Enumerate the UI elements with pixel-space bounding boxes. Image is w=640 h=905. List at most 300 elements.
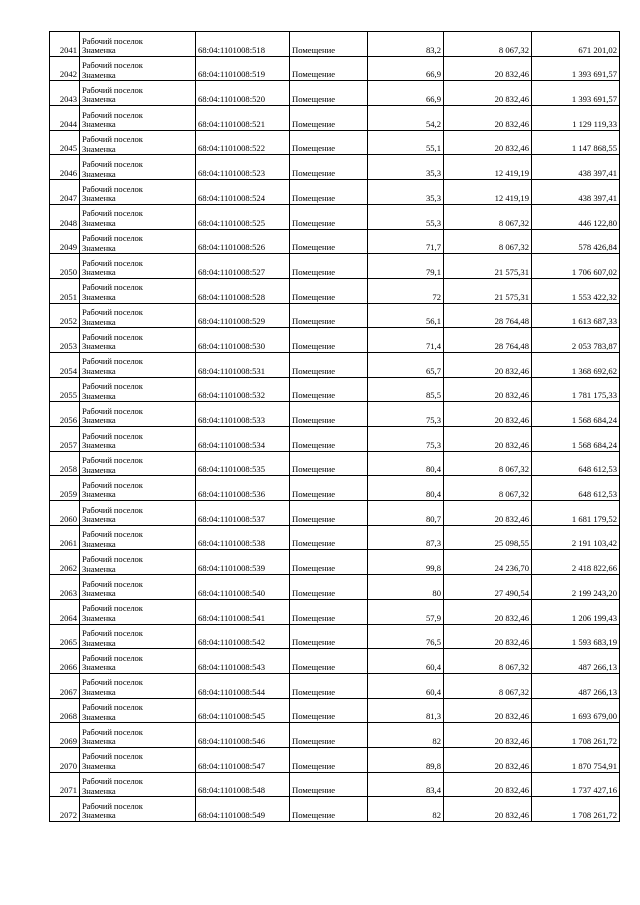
row-number-cell: 2050 bbox=[50, 254, 80, 279]
locality-cell bbox=[80, 229, 196, 254]
locality-line-1: Рабочий поселок bbox=[82, 60, 143, 71]
cadastral-value-cell: 487 266,13 bbox=[532, 649, 620, 674]
unit-price-cell: 8 067,32 bbox=[444, 451, 532, 476]
table-row bbox=[50, 624, 620, 649]
locality-cell bbox=[80, 698, 196, 723]
locality-line-1: Рабочий поселок bbox=[82, 307, 143, 318]
table-row bbox=[50, 377, 620, 402]
locality-line-2: Знаменка bbox=[82, 291, 116, 302]
locality-cell bbox=[80, 673, 196, 698]
cadastral-number-cell: 68:04:1101008:541 bbox=[196, 599, 290, 624]
row-number-cell: 2069 bbox=[50, 723, 80, 748]
cadastral-number-cell: 68:04:1101008:549 bbox=[196, 797, 290, 822]
row-number-cell: 2048 bbox=[50, 204, 80, 229]
area-cell: 83,4 bbox=[368, 772, 444, 797]
locality-line-1: Рабочий поселок bbox=[82, 677, 143, 688]
locality-cell bbox=[80, 723, 196, 748]
cadastral-value-cell: 2 418 822,66 bbox=[532, 550, 620, 575]
row-number-cell: 2070 bbox=[50, 747, 80, 772]
locality-cell bbox=[80, 204, 196, 229]
unit-price-cell: 8 067,32 bbox=[444, 673, 532, 698]
locality-line-2: Знаменка bbox=[82, 415, 116, 426]
locality-cell bbox=[80, 624, 196, 649]
row-number-cell: 2063 bbox=[50, 575, 80, 600]
area-cell: 72 bbox=[368, 278, 444, 303]
cadastral-number-cell: 68:04:1101008:535 bbox=[196, 451, 290, 476]
locality-cell bbox=[80, 797, 196, 822]
table-row bbox=[50, 797, 620, 822]
cadastral-number-cell: 68:04:1101008:523 bbox=[196, 155, 290, 180]
table-row bbox=[50, 180, 620, 205]
object-type-cell: Помещение bbox=[290, 624, 368, 649]
locality-cell bbox=[80, 32, 196, 57]
area-cell: 87,3 bbox=[368, 525, 444, 550]
locality-line-2: Знаменка bbox=[82, 440, 116, 451]
row-number-cell: 2067 bbox=[50, 673, 80, 698]
object-type-cell: Помещение bbox=[290, 575, 368, 600]
object-type-cell: Помещение bbox=[290, 278, 368, 303]
locality-line-2: Знаменка bbox=[82, 45, 116, 56]
locality-line-1: Рабочий поселок bbox=[82, 751, 143, 762]
cadastral-number-cell: 68:04:1101008:520 bbox=[196, 81, 290, 106]
locality-line-1: Рабочий поселок bbox=[82, 603, 143, 614]
area-cell: 80,4 bbox=[368, 476, 444, 501]
cadastral-number-cell: 68:04:1101008:519 bbox=[196, 56, 290, 81]
unit-price-cell: 8 067,32 bbox=[444, 476, 532, 501]
area-cell: 75,3 bbox=[368, 402, 444, 427]
area-cell: 79,1 bbox=[368, 254, 444, 279]
row-number-cell: 2062 bbox=[50, 550, 80, 575]
object-type-cell: Помещение bbox=[290, 81, 368, 106]
object-type-cell: Помещение bbox=[290, 254, 368, 279]
locality-line-1: Рабочий поселок bbox=[82, 356, 143, 367]
locality-cell bbox=[80, 525, 196, 550]
locality-line-1: Рабочий поселок bbox=[82, 35, 143, 46]
area-cell: 75,3 bbox=[368, 427, 444, 452]
cadastral-value-cell: 1 613 687,33 bbox=[532, 303, 620, 328]
locality-line-2: Знаменка bbox=[82, 341, 116, 352]
cadastral-number-cell: 68:04:1101008:527 bbox=[196, 254, 290, 279]
locality-line-2: Знаменка bbox=[82, 267, 116, 278]
locality-line-1: Рабочий поселок bbox=[82, 800, 143, 811]
area-cell: 35,3 bbox=[368, 180, 444, 205]
locality-line-1: Рабочий поселок bbox=[82, 726, 143, 737]
locality-line-1: Рабочий поселок bbox=[82, 405, 143, 416]
locality-cell bbox=[80, 772, 196, 797]
unit-price-cell: 8 067,32 bbox=[444, 649, 532, 674]
cadastral-number-cell: 68:04:1101008:548 bbox=[196, 772, 290, 797]
object-type-cell: Помещение bbox=[290, 550, 368, 575]
unit-price-cell: 21 575,31 bbox=[444, 278, 532, 303]
unit-price-cell: 20 832,46 bbox=[444, 747, 532, 772]
object-type-cell: Помещение bbox=[290, 501, 368, 526]
cadastral-value-cell: 1 681 179,52 bbox=[532, 501, 620, 526]
cadastral-value-cell: 1 368 692,62 bbox=[532, 352, 620, 377]
area-cell: 60,4 bbox=[368, 673, 444, 698]
locality-line-2: Знаменка bbox=[82, 711, 116, 722]
cadastral-number-cell: 68:04:1101008:543 bbox=[196, 649, 290, 674]
locality-line-2: Знаменка bbox=[82, 464, 116, 475]
locality-line-2: Знаменка bbox=[82, 785, 116, 796]
locality-line-1: Рабочий поселок bbox=[82, 233, 143, 243]
cadastral-number-cell: 68:04:1101008:536 bbox=[196, 476, 290, 501]
cadastral-number-cell: 68:04:1101008:537 bbox=[196, 501, 290, 526]
cadastral-value-cell: 438 397,41 bbox=[532, 155, 620, 180]
cadastral-value-cell: 671 201,02 bbox=[532, 32, 620, 57]
locality-cell bbox=[80, 254, 196, 279]
object-type-cell: Помещение bbox=[290, 649, 368, 674]
cadastral-number-cell: 68:04:1101008:522 bbox=[196, 130, 290, 155]
cadastral-number-cell: 68:04:1101008:538 bbox=[196, 525, 290, 550]
table-row bbox=[50, 772, 620, 797]
cadastral-value-cell: 2 053 783,87 bbox=[532, 328, 620, 353]
area-cell: 66,9 bbox=[368, 56, 444, 81]
cadastral-value-cell: 648 612,53 bbox=[532, 476, 620, 501]
area-cell: 81,3 bbox=[368, 698, 444, 723]
row-number-cell: 2054 bbox=[50, 352, 80, 377]
area-cell: 57,9 bbox=[368, 599, 444, 624]
cadastral-number-cell: 68:04:1101008:546 bbox=[196, 723, 290, 748]
unit-price-cell: 20 832,46 bbox=[444, 624, 532, 649]
cadastral-number-cell: 68:04:1101008:532 bbox=[196, 377, 290, 402]
locality-line-1: Рабочий поселок bbox=[82, 430, 143, 441]
locality-line-2: Знаменка bbox=[82, 143, 116, 154]
cadastral-number-cell: 68:04:1101008:525 bbox=[196, 204, 290, 229]
cadastral-value-cell: 1 708 261,72 bbox=[532, 797, 620, 822]
area-cell: 65,7 bbox=[368, 352, 444, 377]
row-number-cell: 2052 bbox=[50, 303, 80, 328]
locality-line-2: Знаменка bbox=[82, 94, 116, 105]
cadastral-value-cell: 1 206 199,43 bbox=[532, 599, 620, 624]
unit-price-cell: 8 067,32 bbox=[444, 204, 532, 229]
unit-price-cell: 24 236,70 bbox=[444, 550, 532, 575]
table-row bbox=[50, 550, 620, 575]
locality-cell bbox=[80, 56, 196, 81]
locality-line-2: Знаменка bbox=[82, 662, 116, 673]
unit-price-cell: 20 832,46 bbox=[444, 772, 532, 797]
locality-cell bbox=[80, 747, 196, 772]
unit-price-cell: 20 832,46 bbox=[444, 352, 532, 377]
property-table bbox=[49, 31, 620, 822]
object-type-cell: Помещение bbox=[290, 56, 368, 81]
table-row bbox=[50, 599, 620, 624]
locality-line-2: Знаменка bbox=[82, 390, 116, 401]
table-row bbox=[50, 501, 620, 526]
cadastral-number-cell: 68:04:1101008:545 bbox=[196, 698, 290, 723]
object-type-cell: Помещение bbox=[290, 130, 368, 155]
unit-price-cell: 20 832,46 bbox=[444, 599, 532, 624]
locality-line-2: Знаменка bbox=[82, 242, 116, 253]
unit-price-cell: 21 575,31 bbox=[444, 254, 532, 279]
area-cell: 54,2 bbox=[368, 106, 444, 131]
unit-price-cell: 20 832,46 bbox=[444, 377, 532, 402]
area-cell: 80,7 bbox=[368, 501, 444, 526]
cadastral-number-cell: 68:04:1101008:521 bbox=[196, 106, 290, 131]
area-cell: 55,3 bbox=[368, 204, 444, 229]
unit-price-cell: 20 832,46 bbox=[444, 501, 532, 526]
unit-price-cell: 8 067,32 bbox=[444, 32, 532, 57]
cadastral-value-cell: 1 568 684,24 bbox=[532, 402, 620, 427]
area-cell: 71,7 bbox=[368, 229, 444, 254]
object-type-cell: Помещение bbox=[290, 747, 368, 772]
locality-line-1: Рабочий поселок bbox=[82, 652, 143, 663]
cadastral-number-cell: 68:04:1101008:528 bbox=[196, 278, 290, 303]
cadastral-number-cell: 68:04:1101008:524 bbox=[196, 180, 290, 205]
cadastral-number-cell: 68:04:1101008:533 bbox=[196, 402, 290, 427]
table-row bbox=[50, 155, 620, 180]
row-number-cell: 2044 bbox=[50, 106, 80, 131]
locality-line-1: Рабочий поселок bbox=[82, 109, 143, 120]
area-cell: 82 bbox=[368, 797, 444, 822]
cadastral-value-cell: 1 393 691,57 bbox=[532, 81, 620, 106]
row-number-cell: 2061 bbox=[50, 525, 80, 550]
locality-cell bbox=[80, 303, 196, 328]
cadastral-value-cell: 1 737 427,16 bbox=[532, 772, 620, 797]
object-type-cell: Помещение bbox=[290, 723, 368, 748]
locality-cell bbox=[80, 130, 196, 155]
cadastral-number-cell: 68:04:1101008:539 bbox=[196, 550, 290, 575]
locality-cell bbox=[80, 501, 196, 526]
table-row bbox=[50, 254, 620, 279]
row-number-cell: 2065 bbox=[50, 624, 80, 649]
locality-cell bbox=[80, 155, 196, 180]
table-row bbox=[50, 451, 620, 476]
locality-line-2: Знаменка bbox=[82, 366, 116, 377]
row-number-cell: 2072 bbox=[50, 797, 80, 822]
area-cell: 66,9 bbox=[368, 81, 444, 106]
object-type-cell: Помещение bbox=[290, 155, 368, 180]
cadastral-value-cell: 1 706 607,02 bbox=[532, 254, 620, 279]
locality-line-2: Знаменка bbox=[82, 168, 116, 179]
row-number-cell: 2057 bbox=[50, 427, 80, 452]
unit-price-cell: 8 067,32 bbox=[444, 229, 532, 254]
locality-cell bbox=[80, 328, 196, 353]
object-type-cell: Помещение bbox=[290, 402, 368, 427]
row-number-cell: 2060 bbox=[50, 501, 80, 526]
unit-price-cell: 12 419,19 bbox=[444, 180, 532, 205]
area-cell: 89,8 bbox=[368, 747, 444, 772]
table-row bbox=[50, 229, 620, 254]
locality-line-1: Рабочий поселок bbox=[82, 158, 143, 169]
locality-line-1: Рабочий поселок bbox=[82, 208, 143, 219]
object-type-cell: Помещение bbox=[290, 476, 368, 501]
locality-line-2: Знаменка bbox=[82, 761, 116, 772]
unit-price-cell: 28 764,48 bbox=[444, 303, 532, 328]
object-type-cell: Помещение bbox=[290, 352, 368, 377]
cadastral-value-cell: 1 553 422,32 bbox=[532, 278, 620, 303]
row-number-cell: 2053 bbox=[50, 328, 80, 353]
cadastral-value-cell: 1 593 683,19 bbox=[532, 624, 620, 649]
object-type-cell: Помещение bbox=[290, 797, 368, 822]
table-row bbox=[50, 747, 620, 772]
table-row bbox=[50, 575, 620, 600]
locality-line-1: Рабочий поселок bbox=[82, 183, 143, 194]
locality-line-1: Рабочий поселок bbox=[82, 504, 143, 515]
row-number-cell: 2049 bbox=[50, 229, 80, 254]
unit-price-cell: 25 098,55 bbox=[444, 525, 532, 550]
cadastral-value-cell: 1 708 261,72 bbox=[532, 723, 620, 748]
cadastral-number-cell: 68:04:1101008:531 bbox=[196, 352, 290, 377]
unit-price-cell: 12 419,19 bbox=[444, 155, 532, 180]
cadastral-number-cell: 68:04:1101008:540 bbox=[196, 575, 290, 600]
locality-line-2: Знаменка bbox=[82, 538, 116, 549]
cadastral-value-cell: 648 612,53 bbox=[532, 451, 620, 476]
row-number-cell: 2056 bbox=[50, 402, 80, 427]
locality-line-1: Рабочий поселок bbox=[82, 257, 143, 268]
unit-price-cell: 20 832,46 bbox=[444, 106, 532, 131]
area-cell: 76,5 bbox=[368, 624, 444, 649]
object-type-cell: Помещение bbox=[290, 698, 368, 723]
area-cell: 60,4 bbox=[368, 649, 444, 674]
area-cell: 55,1 bbox=[368, 130, 444, 155]
row-number-cell: 2068 bbox=[50, 698, 80, 723]
locality-cell bbox=[80, 476, 196, 501]
cadastral-number-cell: 68:04:1101008:542 bbox=[196, 624, 290, 649]
area-cell: 35,3 bbox=[368, 155, 444, 180]
unit-price-cell: 20 832,46 bbox=[444, 402, 532, 427]
cadastral-number-cell: 68:04:1101008:534 bbox=[196, 427, 290, 452]
area-cell: 83,2 bbox=[368, 32, 444, 57]
table-row bbox=[50, 402, 620, 427]
object-type-cell: Помещение bbox=[290, 328, 368, 353]
locality-line-2: Знаменка bbox=[82, 489, 116, 500]
locality-line-2: Знаменка bbox=[82, 119, 116, 130]
object-type-cell: Помещение bbox=[290, 599, 368, 624]
locality-cell bbox=[80, 599, 196, 624]
area-cell: 80 bbox=[368, 575, 444, 600]
cadastral-number-cell: 68:04:1101008:547 bbox=[196, 747, 290, 772]
cadastral-number-cell: 68:04:1101008:526 bbox=[196, 229, 290, 254]
cadastral-value-cell: 487 266,13 bbox=[532, 673, 620, 698]
locality-line-1: Рабочий поселок bbox=[82, 455, 143, 466]
row-number-cell: 2042 bbox=[50, 56, 80, 81]
area-cell: 99,8 bbox=[368, 550, 444, 575]
locality-line-1: Рабочий поселок bbox=[82, 331, 143, 342]
locality-line-2: Знаменка bbox=[82, 637, 116, 648]
locality-line-1: Рабочий поселок bbox=[82, 84, 143, 95]
table-row bbox=[50, 352, 620, 377]
cadastral-number-cell: 68:04:1101008:544 bbox=[196, 673, 290, 698]
table-row bbox=[50, 56, 620, 81]
locality-line-2: Знаменка bbox=[82, 316, 116, 327]
area-cell: 82 bbox=[368, 723, 444, 748]
row-number-cell: 2047 bbox=[50, 180, 80, 205]
cadastral-value-cell: 1 393 691,57 bbox=[532, 56, 620, 81]
table-row bbox=[50, 525, 620, 550]
area-cell: 71,4 bbox=[368, 328, 444, 353]
locality-line-1: Рабочий поселок bbox=[82, 282, 143, 293]
unit-price-cell: 27 490,54 bbox=[444, 575, 532, 600]
row-number-cell: 2043 bbox=[50, 81, 80, 106]
locality-cell bbox=[80, 81, 196, 106]
cadastral-value-cell: 1 568 684,24 bbox=[532, 427, 620, 452]
cadastral-number-cell: 68:04:1101008:529 bbox=[196, 303, 290, 328]
object-type-cell: Помещение bbox=[290, 303, 368, 328]
locality-line-1: Рабочий поселок bbox=[82, 628, 143, 638]
table-row bbox=[50, 204, 620, 229]
locality-line-2: Знаменка bbox=[82, 217, 116, 228]
locality-cell bbox=[80, 278, 196, 303]
object-type-cell: Помещение bbox=[290, 106, 368, 131]
row-number-cell: 2055 bbox=[50, 377, 80, 402]
table-row bbox=[50, 476, 620, 501]
locality-cell bbox=[80, 106, 196, 131]
locality-cell bbox=[80, 352, 196, 377]
table-row bbox=[50, 698, 620, 723]
table-row bbox=[50, 278, 620, 303]
table-row bbox=[50, 106, 620, 131]
row-number-cell: 2058 bbox=[50, 451, 80, 476]
object-type-cell: Помещение bbox=[290, 451, 368, 476]
locality-line-2: Знаменка bbox=[82, 193, 116, 204]
locality-line-2: Знаменка bbox=[82, 69, 116, 80]
locality-cell bbox=[80, 550, 196, 575]
locality-cell bbox=[80, 427, 196, 452]
locality-line-1: Рабочий поселок bbox=[82, 479, 143, 490]
unit-price-cell: 20 832,46 bbox=[444, 427, 532, 452]
locality-line-2: Знаменка bbox=[82, 612, 116, 623]
unit-price-cell: 20 832,46 bbox=[444, 723, 532, 748]
locality-cell bbox=[80, 451, 196, 476]
object-type-cell: Помещение bbox=[290, 32, 368, 57]
cadastral-number-cell: 68:04:1101008:518 bbox=[196, 32, 290, 57]
locality-line-2: Знаменка bbox=[82, 588, 116, 599]
locality-cell bbox=[80, 180, 196, 205]
locality-line-2: Знаменка bbox=[82, 563, 116, 574]
row-number-cell: 2046 bbox=[50, 155, 80, 180]
table-row bbox=[50, 81, 620, 106]
row-number-cell: 2045 bbox=[50, 130, 80, 155]
cadastral-value-cell: 1 870 754,91 bbox=[532, 747, 620, 772]
cadastral-number-cell: 68:04:1101008:530 bbox=[196, 328, 290, 353]
unit-price-cell: 20 832,46 bbox=[444, 130, 532, 155]
table-row bbox=[50, 32, 620, 57]
cadastral-value-cell: 1 693 679,00 bbox=[532, 698, 620, 723]
locality-line-1: Рабочий поселок bbox=[82, 776, 143, 787]
locality-cell bbox=[80, 575, 196, 600]
locality-line-1: Рабочий поселок bbox=[82, 702, 143, 713]
row-number-cell: 2066 bbox=[50, 649, 80, 674]
locality-line-1: Рабочий поселок bbox=[82, 134, 143, 145]
row-number-cell: 2064 bbox=[50, 599, 80, 624]
cadastral-value-cell: 1 147 868,55 bbox=[532, 130, 620, 155]
row-number-cell: 2071 bbox=[50, 772, 80, 797]
locality-line-1: Рабочий поселок bbox=[82, 578, 143, 589]
locality-cell bbox=[80, 402, 196, 427]
locality-line-1: Рабочий поселок bbox=[82, 529, 143, 540]
table-row bbox=[50, 303, 620, 328]
table-row bbox=[50, 649, 620, 674]
cadastral-value-cell: 1 129 119,33 bbox=[532, 106, 620, 131]
locality-line-2: Знаменка bbox=[82, 736, 116, 747]
locality-line-2: Знаменка bbox=[82, 514, 116, 525]
row-number-cell: 2051 bbox=[50, 278, 80, 303]
area-cell: 85,5 bbox=[368, 377, 444, 402]
locality-line-2: Знаменка bbox=[82, 810, 116, 821]
object-type-cell: Помещение bbox=[290, 772, 368, 797]
unit-price-cell: 28 764,48 bbox=[444, 328, 532, 353]
object-type-cell: Помещение bbox=[290, 525, 368, 550]
area-cell: 56,1 bbox=[368, 303, 444, 328]
locality-line-1: Рабочий поселок bbox=[82, 553, 143, 564]
cadastral-value-cell: 446 122,80 bbox=[532, 204, 620, 229]
unit-price-cell: 20 832,46 bbox=[444, 56, 532, 81]
table-row bbox=[50, 673, 620, 698]
object-type-cell: Помещение bbox=[290, 229, 368, 254]
table-row bbox=[50, 723, 620, 748]
cadastral-value-cell: 2 191 103,42 bbox=[532, 525, 620, 550]
table-row bbox=[50, 130, 620, 155]
